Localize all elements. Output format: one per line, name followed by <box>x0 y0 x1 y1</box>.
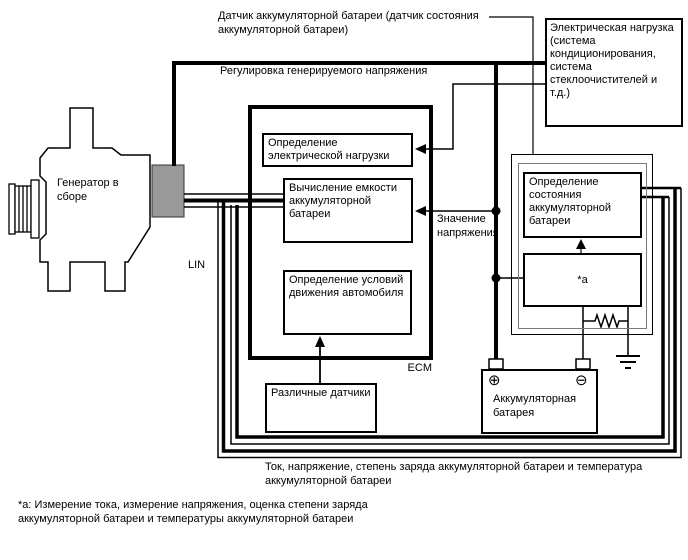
capacity-calc-box: Вычисление емкости аккумуляторной батареи <box>283 178 413 243</box>
battery-plus-post <box>489 359 503 369</box>
generator-pulley-icon <box>9 180 39 238</box>
load-signal-wire <box>424 84 545 149</box>
driving-conditions-box: Определение условий движения автомобиля <box>283 270 412 335</box>
a-measurement-box: *a <box>523 253 642 307</box>
lin-caption: LIN <box>188 259 206 271</box>
electrical-load-box: Электрическая нагрузка (система кондиционирования, система стеклоочистителей и т.д.) <box>545 18 683 127</box>
battery-sensor-caption: Датчик аккумуляторной батареи (датчик состояния аккумуляторной батареи) <box>218 10 479 36</box>
generator-caption: Генератор в сборе <box>57 177 119 203</box>
footnote-caption: *a: Измерение тока, измерение напряжения, оценка степени заряда аккумуляторной батареи и температуры аккумуляторной батареи <box>18 499 368 525</box>
battery-minus-terminal-icon: ⊖ <box>575 372 588 389</box>
voltage-value-caption: Значение напряжения <box>437 213 499 239</box>
battery-plus-terminal-icon: ⊕ <box>488 372 501 389</box>
bus-description-caption: Ток, напряжение, степень заряда аккумуляторной батареи и температура аккумуляторной батареи <box>265 461 643 487</box>
generator-connector-block <box>152 165 184 217</box>
load-detection-box: Определение электрической нагрузки <box>262 133 413 167</box>
battery-caption: Аккумуляторная батарея <box>493 393 577 419</box>
battery-state-box: Определение состояния аккумуляторной батареи <box>523 172 642 238</box>
voltage-regulation-caption: Регулировка генерируемого напряжения <box>220 65 428 77</box>
various-sensors-box: Различные датчики <box>265 383 377 433</box>
battery-minus-post <box>576 359 590 369</box>
ground-icon <box>616 356 640 368</box>
ecm-caption: ECM <box>407 362 432 374</box>
